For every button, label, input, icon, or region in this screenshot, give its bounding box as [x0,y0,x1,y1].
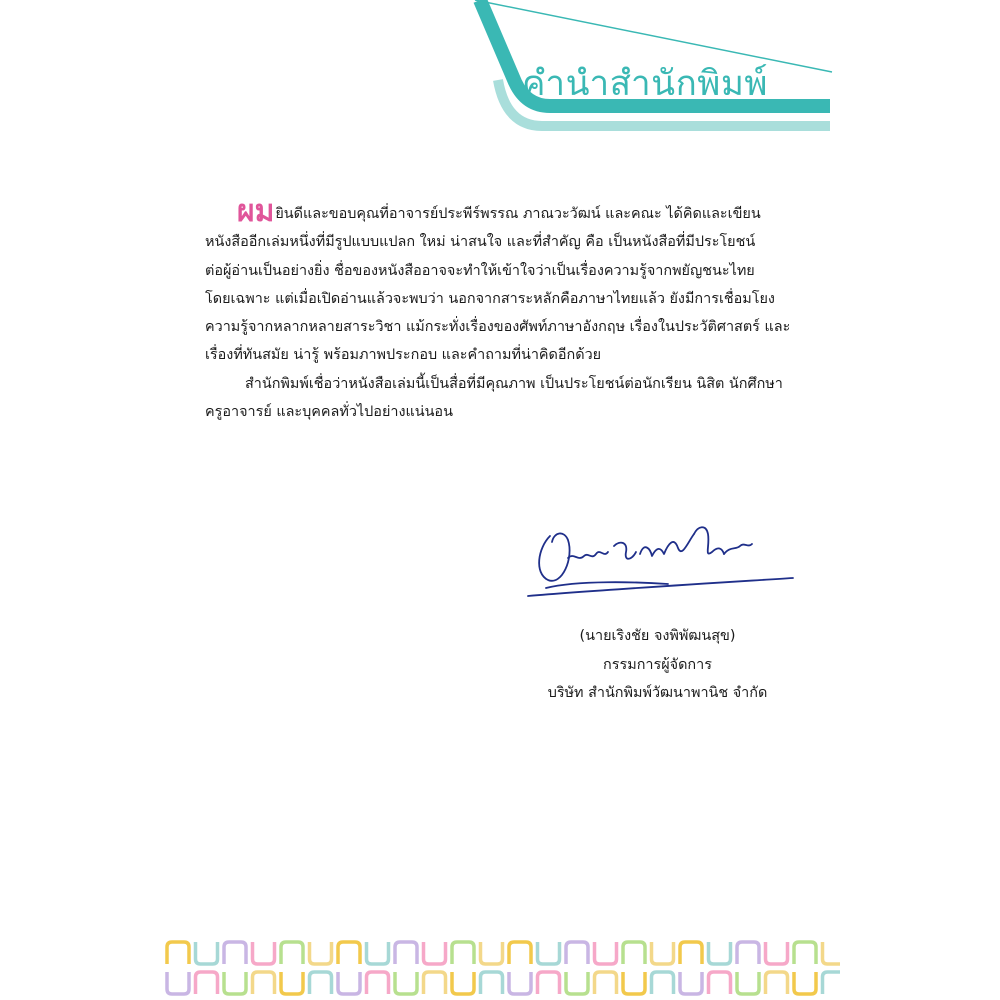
decor-square [652,942,674,964]
decor-square [595,942,617,964]
page-title: คำนำสำนักพิมพ์ [522,64,768,104]
decor-square [224,942,246,964]
decor-square [709,942,731,964]
decor-square [196,972,218,994]
decor-square [766,942,788,964]
handwritten-signature [518,518,803,608]
decor-square [253,972,275,994]
paragraph-line-1: ผมยินดีและขอบคุณที่อาจารย์ประพีร์พรรณ ภาณวะวัฒน์ และคณะ ได้คิดและเขียน [237,194,761,229]
decor-square [338,942,360,964]
decor-square [823,942,841,964]
decor-square [623,942,645,964]
paragraph-line-6: เรื่องที่ทันสมัย น่ารู้ พร้อมภาพประกอบ และคำถามที่น่าคิดอีกด้วย [205,347,602,364]
decor-square [823,972,841,994]
decor-square [509,972,531,994]
signatory-block [485,622,830,708]
decor-square [509,942,531,964]
paragraph-line-8: ครูอาจารย์ และบุคคลทั่วไปอย่างแน่นอน [205,404,453,421]
decor-square [766,972,788,994]
decor-square [538,972,560,994]
decor-square [281,942,303,964]
decor-square [367,972,389,994]
decor-square [566,942,588,964]
decor-square [424,972,446,994]
decor-square [481,972,503,994]
decor-square [680,972,702,994]
decor-square [481,942,503,964]
decor-square [452,972,474,994]
drop-cap: ผม [237,194,275,229]
signatory-position: กรรมการผู้จัดการ [603,656,712,673]
signatory-company: บริษัท สำนักพิมพ์วัฒนาพานิช จำกัด [547,685,768,701]
decor-square [395,942,417,964]
decor-square [253,942,275,964]
decor-square [794,942,816,964]
decor-square [709,972,731,994]
decor-square [338,972,360,994]
decor-square [367,942,389,964]
decor-square [395,972,417,994]
decor-square [737,972,759,994]
decor-square [652,972,674,994]
decor-square [281,972,303,994]
decorative-border [165,938,840,1000]
decor-square [566,972,588,994]
decor-square [167,942,189,964]
paragraph-line-4: โดยเฉพาะ แต่เมื่อเปิดอ่านแล้วจะพบว่า นอกจากสาระหลักคือภาษาไทยแล้ว ยังมีการเชื่อมโยง [205,290,775,307]
preface-body [205,194,805,426]
decor-square [310,942,332,964]
decor-square [538,942,560,964]
decor-square [680,942,702,964]
paragraph-line-7: สำนักพิมพ์เชื่อว่าหนังสือเล่มนี้เป็นสื่อที่มีคุณภาพ เป็นประโยชน์ต่อนักเรียน นิสิต นักศึกษา [245,375,783,392]
decor-square [794,972,816,994]
decor-square [310,972,332,994]
decor-square [623,972,645,994]
decor-square [424,942,446,964]
decor-square [167,972,189,994]
decor-square [595,972,617,994]
paragraph-line-2: หนังสืออีกเล่มหนึ่งที่มีรูปแบบแปลก ใหม่ น่าสนใจ และที่สำคัญ คือ เป็นหนังสือที่มีประโยชน์ [205,234,756,251]
decor-square [224,972,246,994]
paragraph-line-3: ต่อผู้อ่านเป็นอย่างยิ่ง ชื่อของหนังสืออาจจะทำให้เข้าใจว่าเป็นเรื่องความรู้จากพยัญชนะไทย [205,262,755,279]
paragraph-line-5: ความรู้จากหลากหลายสาระวิชา แม้กระทั่งเรื่องของศัพท์ภาษาอังกฤษ เรื่องในประวัติศาสตร์ และ [205,319,791,336]
decor-square [196,942,218,964]
decor-square [737,942,759,964]
signatory-name: (นายเริงชัย จงพิพัฒนสุข) [579,628,736,644]
decor-square [452,942,474,964]
